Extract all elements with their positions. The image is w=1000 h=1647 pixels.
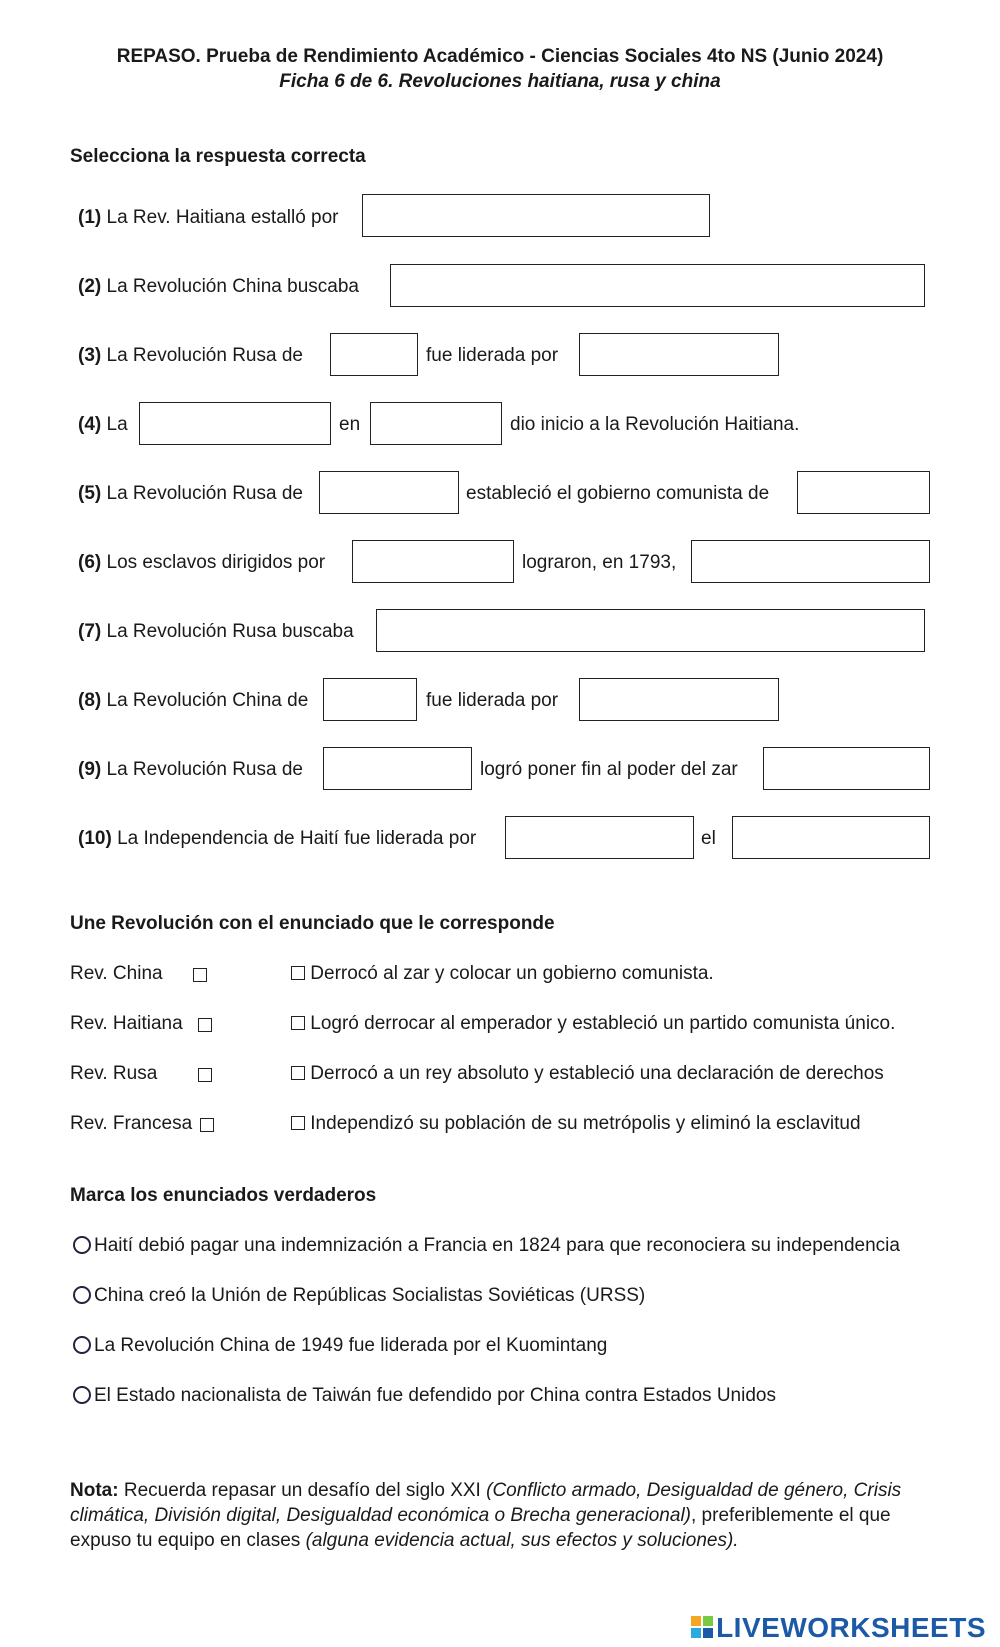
item-1-text: (1) La Rev. Haitiana estalló por <box>78 207 339 228</box>
answer-box-2[interactable] <box>390 264 925 307</box>
answer-box-8a[interactable] <box>323 678 417 721</box>
answer-box-5b[interactable] <box>797 471 930 514</box>
answer-box-1[interactable] <box>362 194 710 237</box>
true-false-option[interactable]: China creó la Unión de Repúblicas Socialistas Soviéticas (URSS) <box>73 1285 645 1307</box>
answer-box-7[interactable] <box>376 609 925 652</box>
true-false-option[interactable]: Haití debió pagar una indemnización a Francia en 1824 para que reconociera su independencia <box>73 1235 900 1257</box>
item-9-text-2: logró poner fin al poder del zar <box>480 759 738 780</box>
match-left-checkbox[interactable] <box>198 1068 212 1082</box>
radio-icon[interactable] <box>73 1386 91 1404</box>
brand-name: LIVEWORKSHEETS <box>716 1612 986 1643</box>
answer-box-10a[interactable] <box>505 816 694 859</box>
answer-box-4a[interactable] <box>139 402 331 445</box>
section-title-match: Une Revolución con el enunciado que le corresponde <box>70 913 555 934</box>
match-left-label: Rev. Haitiana <box>70 1013 183 1034</box>
match-left-label: Rev. China <box>70 963 163 984</box>
match-left-label: Rev. Rusa <box>70 1063 158 1084</box>
item-4-text: (4) La <box>78 414 128 435</box>
worksheet-subtitle: Ficha 6 de 6. Revoluciones haitiana, rusa y china <box>279 71 721 92</box>
match-right-item: Derrocó a un rey absoluto y estableció una declaración de derechos <box>291 1063 884 1085</box>
answer-box-10b[interactable] <box>732 816 930 859</box>
liveworksheets-brand <box>690 1612 986 1644</box>
item-2-text: (2) La Revolución China buscaba <box>78 276 359 297</box>
item-8-text-2: fue liderada por <box>426 690 559 711</box>
item-4-text-3: dio inicio a la Revolución Haitiana. <box>510 414 800 435</box>
item-10-text: (10) La Independencia de Haití fue liderada por <box>78 828 477 849</box>
note-paragraph: Nota: Recuerda repasar un desafío del siglo XXI (Conflicto armado, Desigualdad de género, Crisis climática, División digital, Desigualdad económica o Brecha generacional), preferiblemente el que expuso tu equipo en clases (alguna evidencia actual, sus efectos y soluciones). <box>70 1480 902 1551</box>
item-5-text: (5) La Revolución Rusa de <box>78 483 303 504</box>
item-8-text: (8) La Revolución China de <box>78 690 309 711</box>
item-5-text-2: estableció el gobierno comunista de <box>466 483 770 504</box>
match-right-item: Derrocó al zar y colocar un gobierno comunista. <box>291 963 714 985</box>
match-left-checkbox[interactable] <box>193 968 207 982</box>
match-left-checkbox[interactable] <box>198 1018 212 1032</box>
match-right-checkbox[interactable] <box>291 1066 305 1080</box>
answer-box-6b[interactable] <box>691 540 930 583</box>
answer-box-5a[interactable] <box>319 471 459 514</box>
worksheet-title: REPASO. Prueba de Rendimiento Académico - Ciencias Sociales 4to NS (Junio 2024) <box>116 46 884 67</box>
radio-icon[interactable] <box>73 1236 91 1254</box>
match-right-item: Logró derrocar al emperador y estableció un partido comunista único. <box>291 1013 895 1035</box>
match-right-checkbox[interactable] <box>291 1016 305 1030</box>
item-6-text-2: lograron, en 1793, <box>522 552 677 573</box>
answer-box-3a[interactable] <box>330 333 418 376</box>
item-7-text: (7) La Revolución Rusa buscaba <box>78 621 354 642</box>
match-right-item: Independizó su población de su metrópolis y eliminó la esclavitud <box>291 1113 861 1135</box>
answer-box-3b[interactable] <box>579 333 779 376</box>
match-left-label: Rev. Francesa <box>70 1113 193 1134</box>
radio-icon[interactable] <box>73 1336 91 1354</box>
item-9-text: (9) La Revolución Rusa de <box>78 759 303 780</box>
item-3-text: (3) La Revolución Rusa de <box>78 345 303 366</box>
section-title-select: Selecciona la respuesta correcta <box>70 146 366 167</box>
answer-box-4b[interactable] <box>370 402 502 445</box>
item-4-text-2: en <box>339 414 361 435</box>
item-10-text-2: el <box>701 828 716 849</box>
true-false-option[interactable]: El Estado nacionalista de Taiwán fue defendido por China contra Estados Unidos <box>73 1385 776 1407</box>
section-title-true: Marca los enunciados verdaderos <box>70 1185 377 1206</box>
answer-box-9b[interactable] <box>763 747 930 790</box>
match-right-checkbox[interactable] <box>291 966 305 980</box>
answer-box-8b[interactable] <box>579 678 779 721</box>
match-right-checkbox[interactable] <box>291 1116 305 1130</box>
liveworksheets-logo-icon <box>690 1615 714 1639</box>
answer-box-6a[interactable] <box>352 540 514 583</box>
true-false-option[interactable]: La Revolución China de 1949 fue liderada por el Kuomintang <box>73 1335 607 1357</box>
radio-icon[interactable] <box>73 1286 91 1304</box>
answer-box-9a[interactable] <box>323 747 472 790</box>
match-left-checkbox[interactable] <box>200 1118 214 1132</box>
item-6-text: (6) Los esclavos dirigidos por <box>78 552 326 573</box>
item-3-text-2: fue liderada por <box>426 345 559 366</box>
